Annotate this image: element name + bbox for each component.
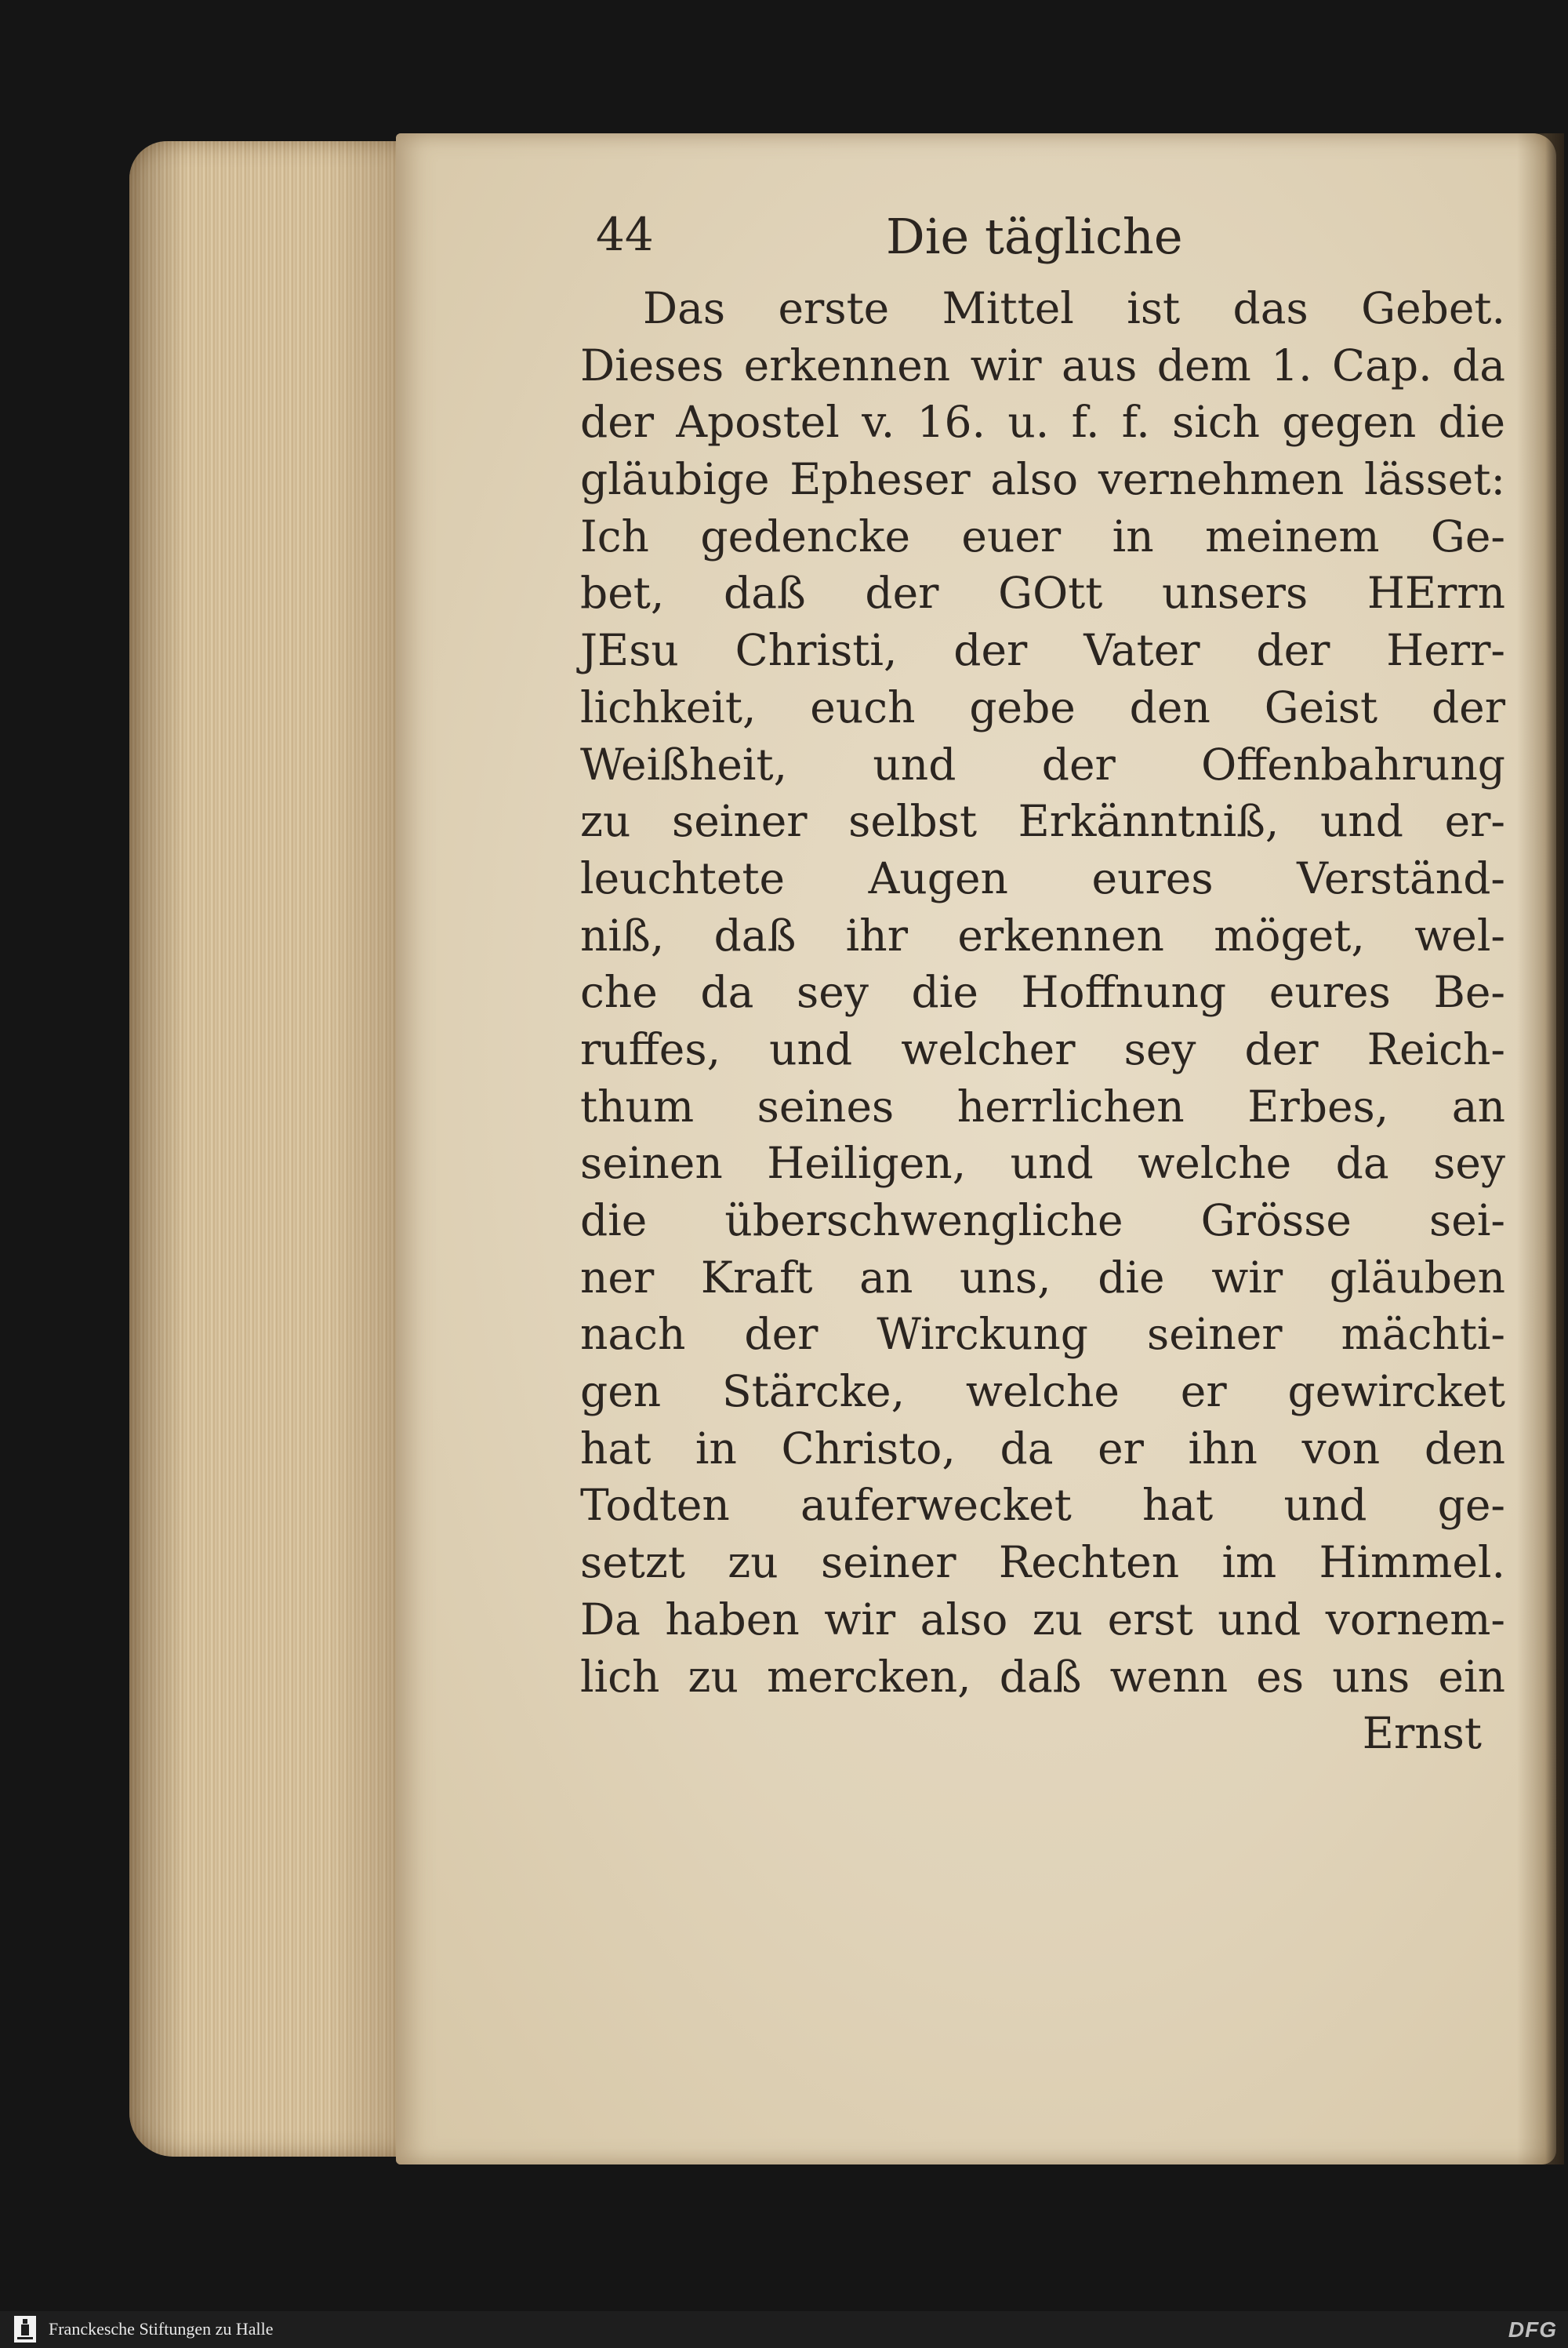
text-line: Das erste Mittel ist das Gebet. [643, 283, 1505, 333]
text-line: niß, daß ihr erkennen möget, wel- [580, 910, 1505, 961]
text-line: thum seines herrlichen Erbes, an [580, 1081, 1505, 1132]
text-line: Da haben wir also zu erst und vornem- [580, 1594, 1505, 1645]
text-line: lich zu mercken, daß wenn es uns ein [580, 1651, 1505, 1702]
text-line: die überschwengliche Grösse sei- [580, 1195, 1505, 1245]
text-line: ner Kraft an uns, die wir gläuben [580, 1252, 1505, 1303]
footer-institution: Franckesche Stiftungen zu Halle [49, 2319, 274, 2339]
text-line: zu seiner selbst Erkänntniß, und er- [580, 796, 1505, 847]
body-text [580, 280, 1505, 1761]
text-line: seinen Heiligen, und welche da sey [580, 1138, 1505, 1189]
text-line: leuchtete Augen eures Verständ- [580, 852, 1505, 903]
catchword: Ernst [1362, 1708, 1482, 1759]
text-line: ruffes, und welcher sey der Reich- [580, 1023, 1505, 1074]
text-line: Ich gedencke euer in meinem Ge- [580, 511, 1505, 562]
text-line: gläubige Epheser also vernehmen lässet: [580, 454, 1505, 505]
text-line: Weißheit, und der Offenbahrung [580, 739, 1505, 790]
running-head: Die tägliche [886, 208, 1183, 265]
page-number: 44 [596, 208, 654, 261]
page-header [580, 208, 1505, 271]
dfg-logo: DFG [1508, 2317, 1557, 2342]
text-line: JEsu Christi, der Vater der Herr- [580, 625, 1505, 676]
text-line: che da sey die Hoffnung eures Be- [580, 967, 1505, 1018]
text-line: hat in Christo, da er ihn von den [580, 1423, 1505, 1474]
book-fore-edge [129, 141, 412, 2157]
text-line: nach der Wirckung seiner mächti- [580, 1309, 1505, 1360]
text-line: Todten auferwecket hat und ge- [580, 1480, 1505, 1531]
text-line: bet, daß der GOtt unsers HErrn [580, 568, 1505, 619]
footer-bar [0, 2311, 1568, 2348]
text-line: gen Stärcke, welche er gewircket [580, 1366, 1505, 1417]
text-line: lichkeit, euch gebe den Geist der [580, 682, 1505, 732]
text-line: setzt zu seiner Rechten im Himmel. [580, 1537, 1505, 1588]
page-text-block [580, 208, 1505, 1761]
page-gutter [1517, 133, 1564, 2164]
text-line: Dieses erkennen wir aus dem 1. Cap. da [580, 340, 1505, 391]
text-line: der Apostel v. 16. u. f. f. sich gegen die [580, 397, 1505, 448]
institution-logo-icon [14, 2316, 36, 2343]
